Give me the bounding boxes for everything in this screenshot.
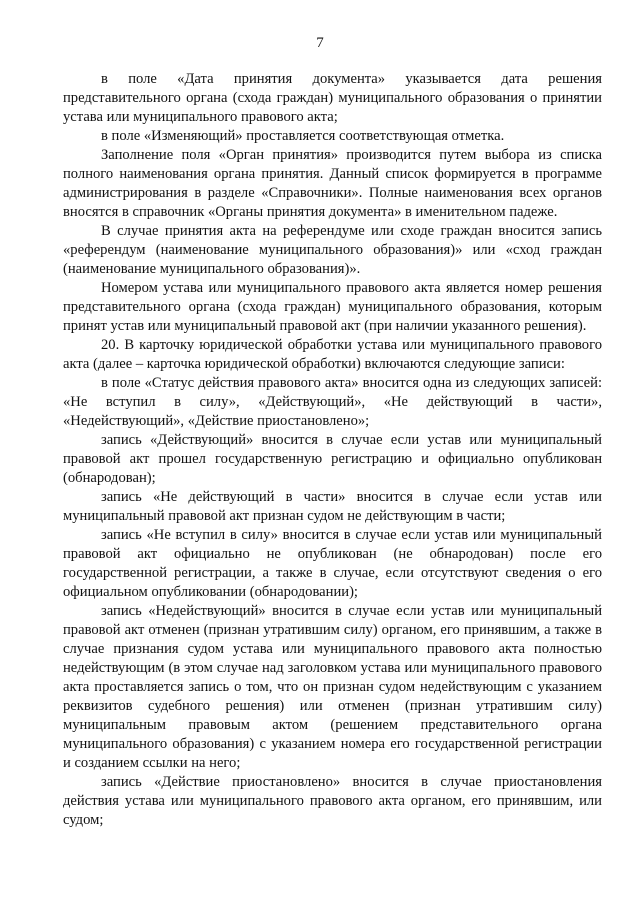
- document-body: [63, 70, 602, 830]
- paragraph-referendum: В случае принятия акта на референдуме или сходе граждан вносится запись «референдум (наименование муниципального образования)» или «сход граждан (наименование муниципального образования)».: [63, 223, 602, 277]
- paragraph-modifying-field: в поле «Изменяющий» проставляется соответствующая отметка.: [101, 128, 505, 144]
- page-number: 7: [316, 35, 324, 51]
- paragraph-adopting-body: Заполнение поля «Орган принятия» производится путем выбора из списка полного наименования органа принятия. Данный список формируется в программе администрирования в разделе «Справочники». Полные наименования всех органов вносятся в справочник «Органы принятия документа» в именительном падеже.: [63, 147, 602, 220]
- paragraph-status-active: запись «Действующий» вносится в случае если устав или муниципальный правовой акт прошел государственную регистрацию и официально опубликован (обнародован);: [63, 432, 602, 486]
- paragraph-status-suspended: запись «Действие приостановлено» вносится в случае приостановления действия устава или муниципального правового акта органом, его принявшим, или судом;: [63, 774, 602, 828]
- paragraph-status-partially-inactive: запись «Не действующий в части» вносится в случае если устав или муниципальный правовой акт признан судом не действующим в части;: [63, 489, 602, 524]
- paragraph-charter-number: Номером устава или муниципального правового акта является номер решения представительного органа (схода граждан) муниципального образования, которым принят устав или муниципальный правовой акт (при наличии указанного решения).: [63, 280, 602, 334]
- paragraph-item-20: 20. В карточку юридической обработки устава или муниципального правового акта (далее – карточка юридической обработки) включаются следующие записи:: [63, 337, 602, 372]
- paragraph-status-field: в поле «Статус действия правового акта» вносится одна из следующих записей: «Не вступил в силу», «Действующий», «Не действующий в части», «Недействующий», «Действие приостановлено»;: [63, 375, 602, 429]
- paragraph-status-inactive: запись «Недействующий» вносится в случае если устав или муниципальный правовой акт отменен (признан утратившим силу) органом, его принявшим, а также в случае признания судом устава или муниципального правового акта полностью недействующим (в этом случае над заголовком устава или муниципального правового акта проставляется запись о том, что он признан судом недействующим с указанием реквизитов судебного решения) или отменен (признан утратившим силу) муниципальным правовым актом (решением представительного органа муниципального образования) с указанием номера его государственной регистрации и созданием ссылки на него;: [63, 603, 602, 771]
- paragraph-status-not-in-force: запись «Не вступил в силу» вносится в случае если устав или муниципальный правовой акт официально не опубликован (не обнародован) после его государственной регистрации, а также в случае, если отсутствуют сведения о его официальном опубликовании (обнародовании);: [63, 527, 602, 600]
- paragraph-date-field: в поле «Дата принятия документа» указывается дата решения представительного органа (схода граждан) муниципального образования о принятии устава или муниципального правового акта;: [63, 71, 602, 125]
